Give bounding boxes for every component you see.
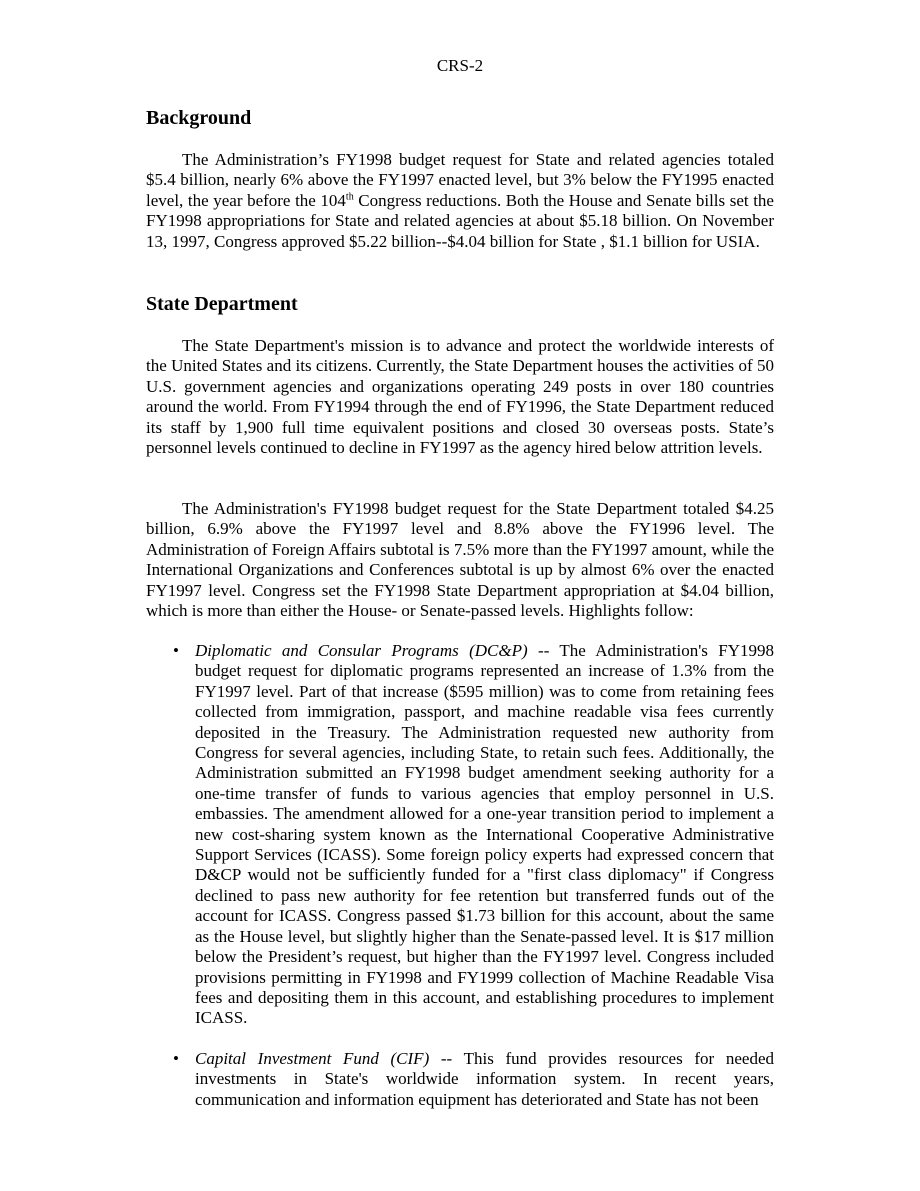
dcp-text: -- The Administration's FY1998 budget request for diplomatic programs represented an increase of 1.3% from the FY1997 level. Part of that increase ($595 million) was to come from retaining fees collected from immigration, passport, and machine readable visa fees currently deposited in the Treasury. The Administration requested new authority from Congress for several agencies, including State, to retain such fees. Additionally, the Administration submitted an FY1998 budget amendment seeking authority for a one-time transfer of funds to various agencies that employ personnel in U.S. embassies. The amendment allowed for a one-year transition period to implement a new cost-sharing system known as the International Cooperative Administrative Support Services (ICASS). Some foreign policy experts had expressed concern that D&CP would not be sufficiently funded for a "first class diplomacy" if Congress declined to pass new authority for fee retention but transferred funds out of the account for ICASS. Congress passed $1.73 billion for this account, about the same as the House level, but slightly higher than the Senate-passed level. It is $17 million below the President’s request, but higher than the FY1997 level. Congress included provisions permitting in FY1998 and FY1999 collection of Machine Readable Visa fees and depositing them in this account, and establishing procedures to implement ICASS. — [195, 641, 774, 1028]
cif-text: -- This fund provides resources for needed investments in State's worldwide information system. In recent years, communication and information equipment has deteriorated and State has not been — [195, 1048, 774, 1109]
page-header: CRS-2 — [436, 56, 484, 75]
background-text-part1: The Administration’s FY1998 budget request for State and related agencies totaled $5.4 billion, nearly 6% above the FY1997 enacted level, but 3% below the FY1995 enacted level, the year before the 104 — [146, 150, 774, 210]
state-budget-paragraph: The Administration's FY1998 budget request for the State Department totaled $4.25 billion, 6.9% above the FY1997 level and 8.8% above the FY1996 level. The Administration of Foreign Affairs subtotal is 7.5% more than the FY1997 amount, while the International Organizations and Conferences subtotal is up by almost 6% over the enacted FY1997 level. Congress set the FY1998 State Department appropriation at $4.04 billion, which is more than either the House- or Senate-passed levels. Highlights follow: — [146, 499, 774, 621]
highlights-list — [146, 641, 774, 1110]
list-item-dcp — [146, 641, 774, 1029]
ordinal-superscript: th — [345, 191, 354, 203]
dcp-term: Diplomatic and Consular Programs (DC&P) — [195, 641, 528, 660]
background-paragraph — [146, 150, 774, 252]
state-department-heading: State Department — [146, 293, 298, 315]
bullet-icon: • — [173, 1048, 179, 1068]
state-mission-paragraph: The State Department's mission is to advance and protect the worldwide interests of the United States and its citizens. Currently, the State Department houses the activities of 50 U.S. government agencies and organizations operating 249 posts in over 180 countries around the world. From FY1994 through the end of FY1996, the State Department reduced its staff by 1,900 full time equivalent positions and closed 30 overseas posts. State’s personnel levels continued to decline in FY1997 as the agency hired below attrition levels. — [146, 336, 774, 458]
background-heading: Background — [146, 107, 252, 129]
cif-term: Capital Investment Fund (CIF) — [195, 1048, 430, 1068]
background-text-part2: Congress reductions. Both the House and Senate bills set the FY1998 appropriations for State and related agencies at about $5.18 billion. On November 13, 1997, Congress approved $5.22 billion--$4.04 billion for State , $1.1 billion for USIA. — [146, 190, 774, 251]
bullet-icon: • — [173, 641, 179, 660]
list-item-cif — [146, 1049, 774, 1110]
